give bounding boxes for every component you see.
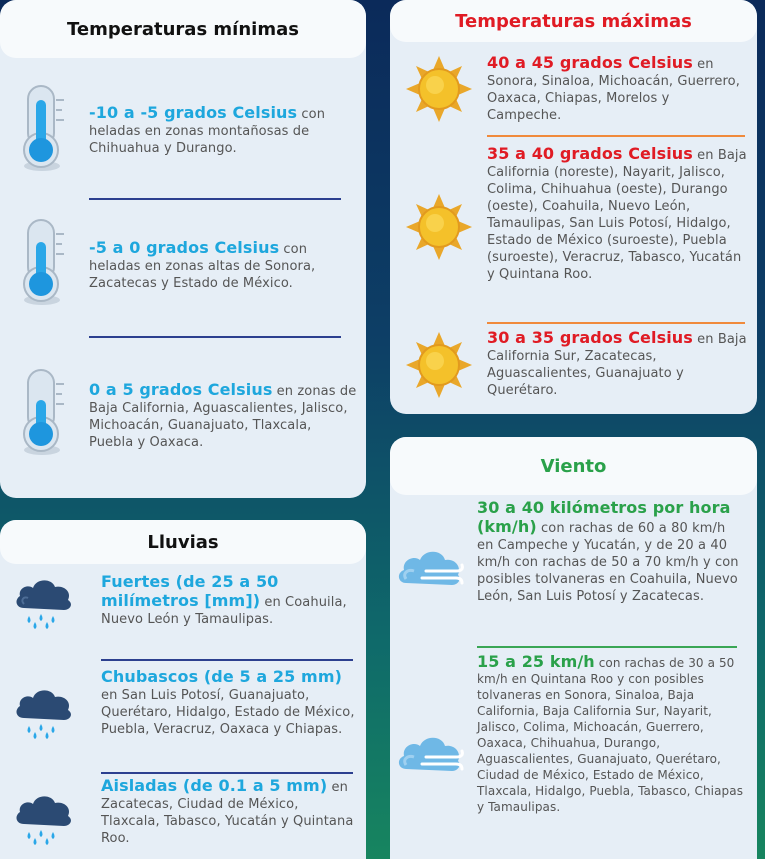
- thermometer-icon: [16, 216, 72, 308]
- min-temps-title: Temperaturas mínimas: [0, 0, 366, 58]
- divider: [477, 646, 737, 648]
- rain-level: Fuertes (de 25 a 50 milímetros [mm]): [101, 572, 279, 610]
- wind-cloud-icon: [396, 729, 468, 779]
- min-temp-entry: [89, 381, 359, 451]
- min-temp-range: -5 a 0 grados Celsius: [89, 238, 280, 257]
- divider: [89, 336, 341, 338]
- wind-speed: 15 a 25 km/h: [477, 652, 595, 671]
- rain-cloud-icon: [12, 574, 76, 630]
- rain-card: [0, 520, 366, 859]
- max-temp-entry: [487, 329, 749, 399]
- max-temp-range: 30 a 35 grados Celsius: [487, 328, 693, 347]
- divider: [89, 198, 341, 200]
- sun-icon: [404, 192, 474, 262]
- max-temps-title: Temperaturas máximas: [390, 0, 757, 42]
- wind-entry: [477, 654, 747, 815]
- rain-level: Chubascos (de 5 a 25 mm): [101, 667, 343, 686]
- max-temp-range: 40 a 45 grados Celsius: [487, 53, 693, 72]
- sun-icon: [404, 54, 474, 124]
- rain-title: Lluvias: [0, 520, 366, 564]
- wind-description: con rachas de 60 a 80 km/h en Campeche y Yucatán, y de 20 a 40 km/h con rachas de 50 a 70 km/h y con posibles tolvaneras en Coahuila, Nuevo León, San Luis Potosí y Zacatecas.: [477, 521, 739, 604]
- wind-title: Viento: [390, 437, 757, 495]
- thermometer-icon: [16, 82, 72, 174]
- rain-entry: [101, 573, 351, 628]
- min-temp-range: -10 a -5 grados Celsius: [89, 103, 298, 122]
- wind-speed: 30 a 40 kilómetros por hora (km/h): [477, 498, 731, 536]
- max-temp-range: 35 a 40 grados Celsius: [487, 144, 693, 163]
- divider: [487, 135, 745, 137]
- rain-description: en San Luis Potosí, Guanajuato, Querétaro, Hidalgo, Estado de México, Puebla, Veracruz, Oaxaca y Chiapas.: [101, 688, 355, 737]
- divider: [101, 772, 353, 774]
- wind-entry: [477, 499, 745, 605]
- max-temp-description: en Baja California Sur, Zacatecas, Aguascalientes, Guanajuato y Querétaro.: [487, 332, 747, 398]
- max-temp-description: en Baja California (noreste), Nayarit, Jalisco, Colima, Chihuahua (oeste), Durango (oeste), Coahuila, Nuevo León, Tamaulipas, San Luis Potosí, Hidalgo, Estado de México (suroeste), Puebla (suroeste), Veracruz, Tabasco, Yucatán y Quintana Roo.: [487, 148, 747, 282]
- rain-entry: [101, 668, 357, 738]
- min-temp-description: en zonas de Baja California, Aguascalientes, Jalisco, Michoacán, Guanajuato, Tlaxcala, Puebla y Oaxaca.: [89, 384, 357, 450]
- rain-description: en Coahuila, Nuevo León y Tamaulipas.: [101, 595, 347, 627]
- min-temp-entry: [89, 239, 351, 292]
- divider: [487, 322, 745, 324]
- rain-description: en Zacatecas, Ciudad de México, Tlaxcala, Tabasco, Yucatán y Quintana Roo.: [101, 780, 354, 846]
- min-temp-entry: [89, 104, 351, 157]
- rain-entry: [101, 777, 357, 847]
- min-temp-description: con heladas en zonas montañosas de Chihuahua y Durango.: [89, 107, 326, 156]
- wind-cloud-icon: [396, 543, 468, 593]
- min-temp-range: 0 a 5 grados Celsius: [89, 380, 273, 399]
- thermometer-icon: [16, 366, 72, 458]
- min-temps-card: [0, 0, 366, 498]
- wind-card: [390, 437, 757, 859]
- max-temp-entry: [487, 145, 749, 283]
- rain-level: Aisladas (de 0.1 a 5 mm): [101, 776, 328, 795]
- max-temp-description: en Sonora, Sinaloa, Michoacán, Guerrero, Oaxaca, Chiapas, Morelos y Campeche.: [487, 57, 740, 123]
- rain-cloud-icon: [12, 790, 76, 846]
- sun-icon: [404, 330, 474, 400]
- max-temps-card: [390, 0, 757, 414]
- divider: [101, 659, 353, 661]
- max-temp-entry: [487, 54, 747, 124]
- wind-description: con rachas de 30 a 50 km/h en Quintana Roo y con posibles tolvaneras en Sonora, Sinaloa, Baja California, Baja California Sur, Nayarit, Jalisco, Colima, Michoacán, Guerrero, Oaxaca, Chihuahua, Durango, Aguascalientes, Guanajuato, Querétaro, Ciudad de México, Estado de México, Tlaxcala, Hidalgo, Puebla, Tabasco, Chiapas y Tamaulipas.: [477, 656, 744, 814]
- rain-cloud-icon: [12, 684, 76, 740]
- min-temp-description: con heladas en zonas altas de Sonora, Zacatecas y Estado de México.: [89, 242, 316, 291]
